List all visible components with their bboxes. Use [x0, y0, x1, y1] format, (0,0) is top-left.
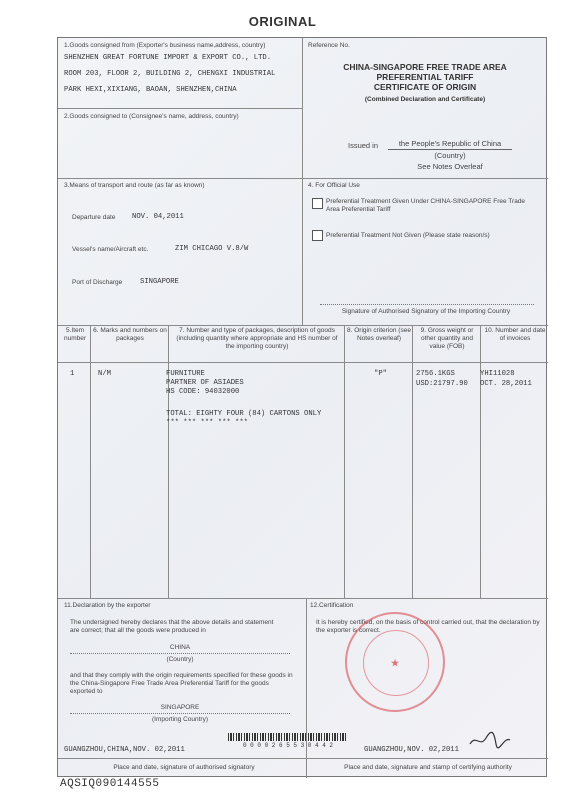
description-stars: *** *** *** *** ***	[166, 419, 248, 427]
col-invoices: 10. Number and date of invoices	[484, 327, 546, 342]
box3-label: 3.Means of transport and route (as far as known)	[64, 182, 205, 189]
issued-country-label: (Country)	[434, 151, 466, 160]
exporter-line-2: ROOM 203, FLOOR 2, BUILDING 2, CHENGXI INDUSTRIAL	[64, 70, 276, 78]
box1-label: 1.Goods consigned from (Exporter's business name,address, country)	[64, 42, 266, 49]
box2-label: 2.Goods consigned to (Consignee's name, address, country)	[64, 113, 239, 120]
treatment-not-given-text: Preferential Treatment Not Given (Please state reason/s)	[326, 232, 490, 239]
issued-country: the People's Republic of China	[388, 140, 512, 150]
exporter-line-3: PARK HEXI,XIXIANG, BAOAN, SHENZHEN,CHINA	[64, 86, 237, 94]
description-total: TOTAL: EIGHTY FOUR (84) CARTONS ONLY	[166, 410, 322, 418]
exporter-signature-footer: Place and date, signature of authorised signatory	[113, 764, 255, 771]
departure-date-label: Departure date	[72, 214, 116, 221]
box11-label: 11.Declaration by the exporter	[64, 602, 151, 609]
marks-value: N/M	[98, 370, 111, 378]
col-description: 7. Number and type of packages, description of goods (including quantity where appropriate and HS number of the importing country)	[176, 327, 338, 350]
exporter-place-date: GUANGZHOU,CHINA,NOV. 02,2011	[64, 746, 185, 754]
fob-value: USD:21797.90	[416, 380, 468, 388]
vessel-label: Vessel's name/Aircraft etc.	[72, 246, 149, 253]
vessel-value: ZIM CHICAGO V.8/W	[175, 245, 249, 253]
handwritten-signature	[468, 730, 512, 750]
invoice-date: OCT. 28,2011	[480, 380, 532, 388]
col-weight-value: 9. Gross weight or other quantity and value (FOB)	[420, 327, 474, 350]
description-hs-code: HS CODE: 94032000	[166, 388, 240, 396]
gross-weight: 2756.1KGS	[416, 370, 455, 378]
importing-signature-label: Signature of Authorised Signatory of the Importing Country	[341, 308, 511, 315]
treatment-not-given-checkbox[interactable]	[312, 230, 323, 241]
certifier-place-date: GUANGZHOU,NOV. 02,2011	[364, 746, 459, 754]
cert-title-line2: PREFERENTIAL TARIFF	[376, 72, 474, 82]
serial-number: AQSIQ090144555	[60, 778, 160, 790]
port-value: SINGAPORE	[140, 278, 179, 286]
declaration-text: The undersigned hereby declares that the above details and statement are correct; that all the goods were produced in	[70, 619, 274, 634]
departure-date-value: NOV. 04,2011	[132, 213, 184, 221]
exporter-line-1: SHENZHEN GREAT FORTUNE IMPORT & EXPORT CO., LTD.	[64, 54, 272, 62]
origin-criterion: "P"	[374, 370, 387, 378]
cert-title-line3: CERTIFICATE OF ORIGIN	[373, 82, 477, 92]
item-number: 1	[70, 370, 75, 378]
importing-country: SINGAPORE	[70, 704, 290, 714]
description-line-2: PARTNER OF ASIADES	[166, 379, 244, 387]
certifier-signature-footer: Place and date, signature and stamp of certifying authority	[344, 764, 512, 771]
reference-label: Reference No.	[308, 42, 350, 49]
col-marks: 6. Marks and numbers on packages	[93, 327, 167, 342]
description-line-1: FURNITURE	[166, 370, 205, 378]
production-country: CHINA	[70, 644, 290, 654]
issued-in-label: Issued in	[348, 141, 379, 150]
box4-label: 4. For Official Use	[308, 182, 360, 189]
importing-country-label: (Importing Country)	[152, 716, 208, 723]
barcode	[228, 733, 348, 741]
see-notes-overleaf: See Notes Overleaf	[417, 162, 483, 171]
compliance-text: and that they comply with the origin requirements specified for these goods in the China-Singapore Free Trade Area Preferential Tariff for the goods exported to	[70, 672, 293, 695]
invoice-number: YHI11028	[480, 370, 515, 378]
official-seal-stamp: ★	[345, 612, 445, 712]
document-title: ORIGINAL	[248, 14, 317, 29]
cert-subtitle: (Combined Declaration and Certificate)	[364, 96, 486, 103]
certification-text: It is hereby certified, on the basis of control carried out, that the declaration by the exporter is correct.	[316, 619, 540, 634]
cert-title-line1: CHINA-SINGAPORE FREE TRADE AREA	[343, 62, 507, 72]
port-label: Port of Discharge	[72, 279, 123, 286]
col-origin: 8. Origin criterion (see Notes overleaf)	[347, 327, 411, 342]
col-item-number: 5.Item number	[63, 327, 87, 342]
box12-label: 12.Certification	[310, 602, 354, 609]
barcode-number: 0 0 0 0 2 6 5 5 3 0 4 4 2	[242, 742, 333, 749]
treatment-given-text: Preferential Treatment Given Under CHINA-SINGAPORE Free Trade Area Preferential Tariff	[326, 198, 526, 213]
certificate-form	[57, 37, 547, 777]
production-country-label: (Country)	[166, 656, 194, 663]
treatment-given-checkbox[interactable]	[312, 198, 323, 209]
